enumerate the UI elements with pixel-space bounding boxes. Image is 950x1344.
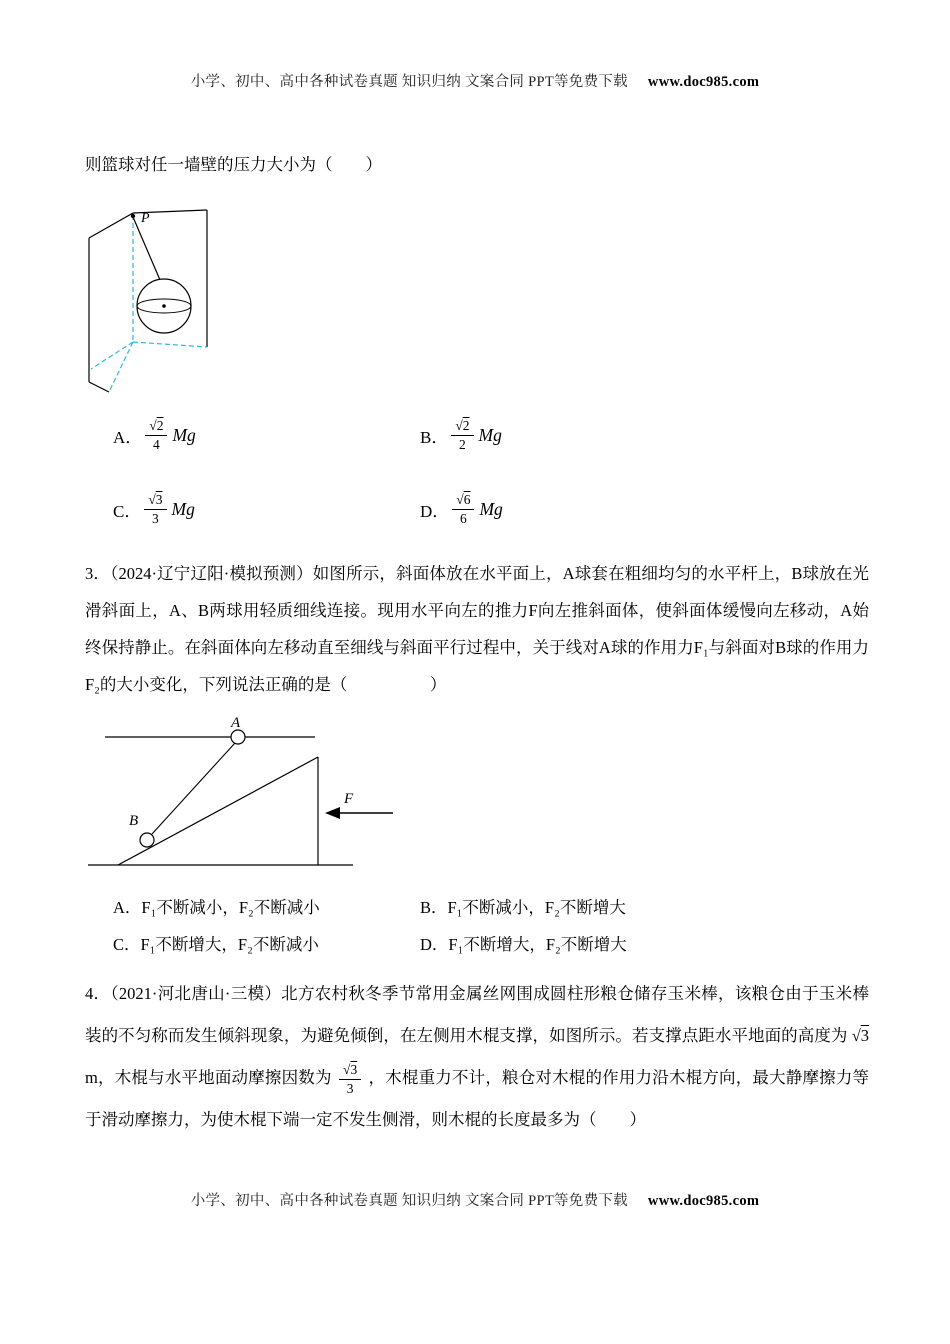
q3-options [85, 894, 869, 955]
ball-a-label: A [231, 715, 241, 732]
q3-option-d: D．F₁不断增大，F₂不断增大 [420, 935, 627, 955]
string-line [133, 217, 160, 280]
q3-option-b: B．F₁不断减小，F₂不断增大 [420, 898, 626, 918]
q3-option-c: C．F₁不断增大，F₂不断减小 [113, 935, 319, 955]
ball-b-label: B [129, 813, 139, 830]
corner-ball-figure [85, 205, 217, 395]
q2-options [85, 417, 869, 527]
string-ab [152, 743, 235, 834]
fraction: $\frac{√2}{2}$ [451, 417, 473, 453]
ball-b [140, 833, 154, 847]
math-variable: Mg [479, 498, 503, 519]
q3-option-a: A．F₁不断减小，F₂不断减小 [113, 898, 320, 918]
math-variable: Mg [172, 424, 196, 445]
ball-a [231, 730, 245, 744]
incline-figure [85, 715, 400, 878]
q4-stem [85, 973, 869, 1141]
math-variable: Mg [171, 498, 195, 519]
footer-site-url: www.doc985.com [647, 1193, 760, 1209]
force-f-label: F [344, 791, 354, 808]
header-site-url: www.doc985.com [647, 74, 760, 90]
math-variable: Mg [478, 424, 502, 445]
sqrt-3-height: √3 [851, 1026, 870, 1046]
footer-tagline: 小学、初中、高中各种试卷真题 知识归纳 文案合同 PPT等免费下载 [190, 1193, 628, 1209]
q4-text-1: 4．（2021·河北唐山·三模）北方农村秋冬季节常用金属丝网围成圆柱形粮仓储存玉米棒，该粮仓由于玉米棒装的不匀称而发生倾斜现象，为避免倾倒，在左侧用木棍支撑，如图所示。若支撑点距水平地面的高度为 [85, 984, 869, 1046]
point-p-label: P [141, 211, 150, 226]
q2-option-b [420, 417, 869, 453]
q2-option-a [113, 417, 420, 453]
q2-stem: 则篮球对任一墙壁的压力大小为（ ） [85, 155, 382, 174]
option-label: B． [420, 427, 449, 447]
q4-text-3: ，木棍重力不计，粮仓对木棍的作用力沿木棍方向，最大静摩擦力等于滑动摩擦力，为使木棍下端一定不发生侧滑，则木棍的长度最多为（ ） [85, 1068, 870, 1130]
fraction: $\frac{√6}{6}$ [452, 491, 474, 527]
incline-lines [88, 737, 353, 865]
option-label: A． [113, 427, 143, 447]
option-label: D． [420, 501, 450, 521]
fraction: $\frac{√3}{3}$ [144, 491, 166, 527]
doc-footer [0, 1189, 950, 1210]
q2-option-d [420, 491, 869, 527]
header-tagline: 小学、初中、高中各种试卷真题 知识归纳 文案合同 PPT等免费下载 [190, 74, 628, 90]
q3-stem: 3．（2024·辽宁辽阳·模拟预测）如图所示，斜面体放在水平面上，A球套在粗细均匀的水平杆上，B球放在光滑斜面上，A、B两球用轻质细线连接。现用水平向左的推力F向左推斜面体，使斜面体缓慢向左移动，A始终保持静止。在斜面体向左移动直至细线与斜面平行过程中，关于线对A球的作用力F₁与斜面对B球的作用力F₂的大小变化，下列说法正确的是（ ） [85, 564, 869, 695]
q4-text-2: m，木棍与水平地面动摩擦因数为 [85, 1068, 332, 1088]
q2-option-c [113, 491, 420, 527]
point-p-dot [131, 214, 135, 218]
fraction: $\frac{√2}{4}$ [145, 417, 167, 453]
doc-header [0, 70, 950, 91]
force-arrow-head [325, 807, 340, 819]
content-area [85, 146, 869, 1141]
option-label: C． [113, 501, 142, 521]
basketball-center-dot [162, 304, 166, 308]
mu-fraction: $\frac{√3}{3}$ [339, 1061, 361, 1097]
